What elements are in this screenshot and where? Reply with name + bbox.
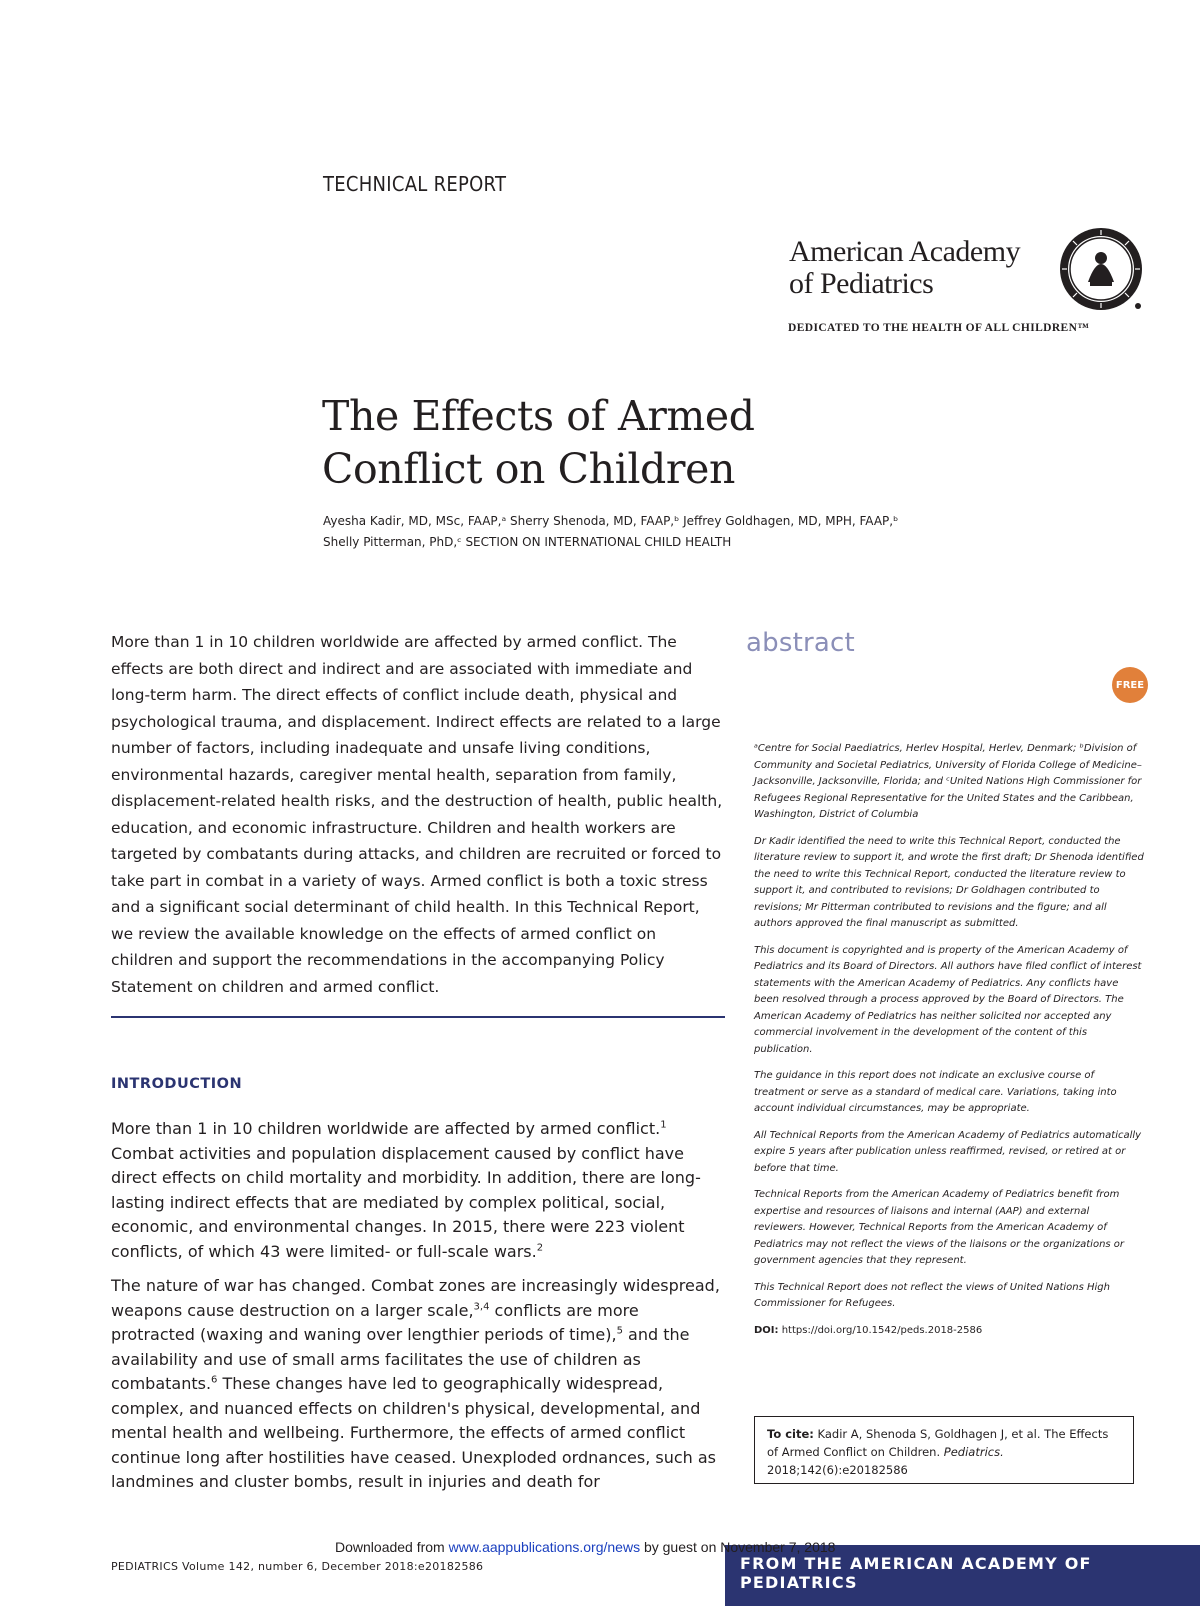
footer-banner-text: FROM THE AMERICAN ACADEMY OF PEDIATRICS [740,1554,1092,1592]
citation-volume: 2018;142(6):e20182586 [767,1463,908,1477]
intro-paragraph-2: The nature of war has changed. Combat zones are increasingly widespread, weapons cause destruction on a larger scale,$^{3,4}$ conflicts are more protracted (waxing and waning over lengthier periods of time),$^5$ and the availability and use of small arms facilitates the use of children as combatants.$^6$ These changes have led to geographically widespread, complex, and nuanced effects on children's physical, developmental, and mental health and wellbeing. Furthermore, the effects of armed conflict continue long after hostilities have ceased. Unexploded ordnances, such as landmines and cluster bombs, result in injuries and death for [111,1276,720,1491]
guidance-note: The guidance in this report does not indicate an exclusive course of treatment or serve as a standard of medical care. Variations, taking into account individual circumstances, may be appropriate. [754,1070,1117,1114]
sidebar-notes [754,741,1144,1339]
author-list [323,511,983,553]
abstract-divider [111,1016,725,1018]
affiliations-note: ᵃCentre for Social Paediatrics, Herlev Hospital, Herlev, Denmark; ᵇDivision of Community and Societal Pediatrics, University of Florida College of Medicine–Jacksonville, Jacksonville, Florida; and ᶜUnited Nations High Commissioner for Refugees Regional Representative for the United States and the Caribbean, Washington, District of Columbia [754,743,1142,820]
logo-line-1: American Academy [789,235,1021,268]
title-line-1: The Effects of Armed [322,392,755,440]
doi-label: DOI: [754,1324,779,1336]
intro-paragraph-1: More than 1 in 10 children worldwide are affected by armed conflict.$^1$ Combat activities and population displacement caused by conflict have direct effects on child mortality and morbidity. In addition, there are long-lasting indirect effects that are mediated by complex political, social, economic, and environmental changes. In 2015, there were 223 violent conflicts, of which 43 were limited- or full-scale wars.$^2$ [111,1119,701,1261]
authors-line-1: Ayesha Kadir, MD, MSc, FAAP,ᵃ Sherry Shenoda, MD, FAAP,ᵇ Jeffrey Goldhagen, MD, MPH, FAAP,ᵇ [323,514,899,528]
free-access-badge: FREE [1112,667,1148,703]
doi-link[interactable]: https://doi.org/10.1542/peds.2018-2586 [781,1324,983,1336]
authors-line-2: Shelly Pitterman, PhD,ᶜ SECTION ON INTERNATIONAL CHILD HEALTH [323,535,732,549]
aap-seal-icon [1058,226,1144,312]
citation-box [754,1416,1134,1484]
citation-label: To cite: [767,1427,814,1441]
report-type-label: TECHNICAL REPORT [323,172,507,196]
abstract-label: abstract [746,628,855,658]
download-link[interactable]: www.aappublications.org/news [448,1539,641,1555]
reference-marker[interactable]: 5 [616,1325,623,1337]
reference-marker[interactable]: 6 [211,1374,218,1386]
introduction-body [111,1117,725,1505]
expiry-note: All Technical Reports from the American Academy of Pediatrics automatically expire 5 years after publication unless reaffirmed, revised, or retired at or before that time. [754,1129,1142,1174]
copyright-note: This document is copyrighted and is property of the American Academy of Pediatrics and its Board of Directors. All authors have filed conflict of interest statements with the American Academy of Pediatrics. Any conflicts have been resolved through a process approved by the Board of Directors. The American Academy of Pediatrics has neither solicited nor accepted any commercial involvement in the development of the content of this publication. [754,944,1142,1055]
abstract-body: More than 1 in 10 children worldwide are affected by armed conflict. The effects are both direct and indirect and are associated with immediate and long-term harm. The direct effects of conflict include death, physical and psychological trauma, and displacement. Indirect effects are related to a large number of factors, including inadequate and unsafe living conditions, environmental hazards, caregiver mental health, separation from family, displacement-related health risks, and the destruction of health, public health, education, and economic infrastructure. Children and health workers are targeted by combatants during attacks, and children are recruited or forced to take part in combat in a variety of ways. Armed conflict is both a toxic stress and a significant social determinant of child health. In this Technical Report, we review the available knowledge on the effects of armed conflict on children and support the recommendations in the accompanying Policy Statement on children and armed conflict. [111,633,723,996]
citation-text: Kadir A, Shenoda S, Goldhagen J, et al. The Effects of Armed Conflict on Children. [767,1427,1109,1459]
reviewers-note: Technical Reports from the American Academy of Pediatrics benefit from expertise and resources of liaisons and internal (AAP) and external reviewers. However, Technical Reports from the American Academy of Pediatrics may not reflect the views of the liaisons or the organizations or government agencies that they represent. [754,1189,1125,1266]
unhcr-note: This Technical Report does not reflect the views of United Nations High Commissioner for Refugees. [754,1281,1110,1309]
reference-marker[interactable]: 1 [660,1119,667,1131]
contributions-note: Dr Kadir identified the need to write this Technical Report, conducted the literature review to support it, and wrote the first draft; Dr Shenoda identified the need to write this Technical Report, conducted the literature review to support it, and contributed to revisions; Dr Goldhagen contributed to revisions; Mr Pitterman contributed to revisions and the figure; and all authors approved the final manuscript as submitted. [754,835,1144,929]
journal-info: PEDIATRICS Volume 142, number 6, December 2018:e20182586 [111,1560,484,1573]
aap-logo-wordmark [789,236,1020,300]
reference-marker[interactable]: 3,4 [473,1301,490,1313]
doi-line [754,1323,1144,1340]
download-watermark: Downloaded from www.aappublications.org/news by guest on November 7, 2018 [335,1539,836,1555]
logo-tagline: DEDICATED TO THE HEALTH OF ALL CHILDREN™ [788,322,1090,334]
article-title [322,390,755,496]
citation-journal: Pediatrics. [943,1445,1004,1459]
reference-marker[interactable]: 2 [536,1242,544,1254]
title-line-2: Conflict on Children [322,445,735,493]
logo-line-2: of Pediatrics [789,267,934,300]
introduction-heading: INTRODUCTION [111,1076,243,1092]
